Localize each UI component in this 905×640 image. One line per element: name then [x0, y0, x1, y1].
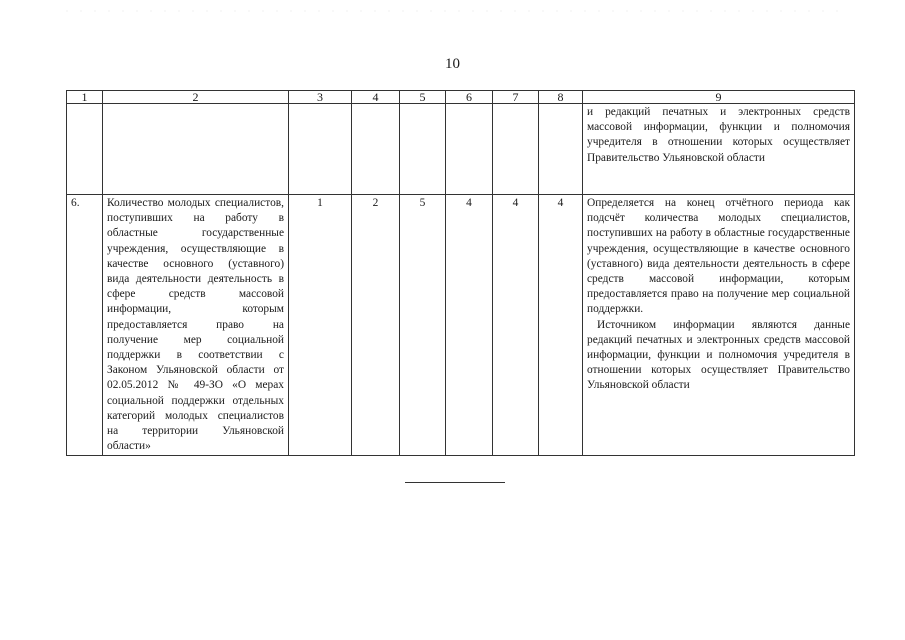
- value-cell: 4: [446, 195, 493, 456]
- value-cell: 4: [493, 195, 539, 456]
- table-cell: [352, 104, 400, 195]
- page-number: 10: [445, 56, 460, 72]
- table-cell: [539, 104, 583, 195]
- column-header: 2: [103, 91, 289, 104]
- column-header: 8: [539, 91, 583, 104]
- value-cell: 2: [352, 195, 400, 456]
- table-cell: [400, 104, 446, 195]
- column-header: 7: [493, 91, 539, 104]
- value-cell: 1: [289, 195, 352, 456]
- table-cell: [67, 104, 103, 195]
- table-cell: [103, 104, 289, 195]
- table-cell: [493, 104, 539, 195]
- column-header: 6: [446, 91, 493, 104]
- column-header: 1: [67, 91, 103, 104]
- table-row: [67, 195, 855, 456]
- column-header: 3: [289, 91, 352, 104]
- end-of-document-rule: [405, 482, 505, 483]
- value-cell: 5: [400, 195, 446, 456]
- table-header-row: [67, 91, 855, 104]
- indicator-description: Количество молодых специалистов, поступивших на работу в областные государственные учреждения, осуществляющие в качестве основного (уставного) вида деятельности деятельность в сфере средств массовой информации, которым предоставляется право на получение мер социальной поддержки в соответствии с Законом Ульяновской области от 02.05.2012 № 49-ЗО «О мерах социальной поддержки отдельных категорий молодых специалистов на территории Ульяновской области»: [103, 195, 289, 456]
- column-header: 4: [352, 91, 400, 104]
- table-cell: [289, 104, 352, 195]
- table-cell: [446, 104, 493, 195]
- table-row: [67, 104, 855, 195]
- row-index: 6.: [67, 195, 103, 456]
- scan-artifacts: [60, 8, 840, 14]
- column-header: 5: [400, 91, 446, 104]
- column-header: 9: [583, 91, 855, 104]
- continuation-text: и редакций печатных и электронных средств массовой информации, функции и полномочия учредителя в отношении которых осуществляет Правительство Ульяновской области: [583, 104, 855, 195]
- value-cell: 4: [539, 195, 583, 456]
- method-cell: [583, 195, 855, 456]
- method-text: Определяется на конец отчётного периода как подсчёт количества молодых специалистов, поступивших на работу в областные государственные учреждения, осуществляющие в качестве основного (уставного) вида деятельности деятельность в сфере средств массовой информации, которым предоставляется право на получение мер социальной поддержки.: [587, 197, 850, 316]
- indicators-table: [66, 90, 855, 456]
- source-text: Источником информации являются данные редакций печатных и электронных средств массовой информации, функции и полномочия учредителя в отношении которых осуществляет Правительство Ульяновской области: [587, 318, 850, 392]
